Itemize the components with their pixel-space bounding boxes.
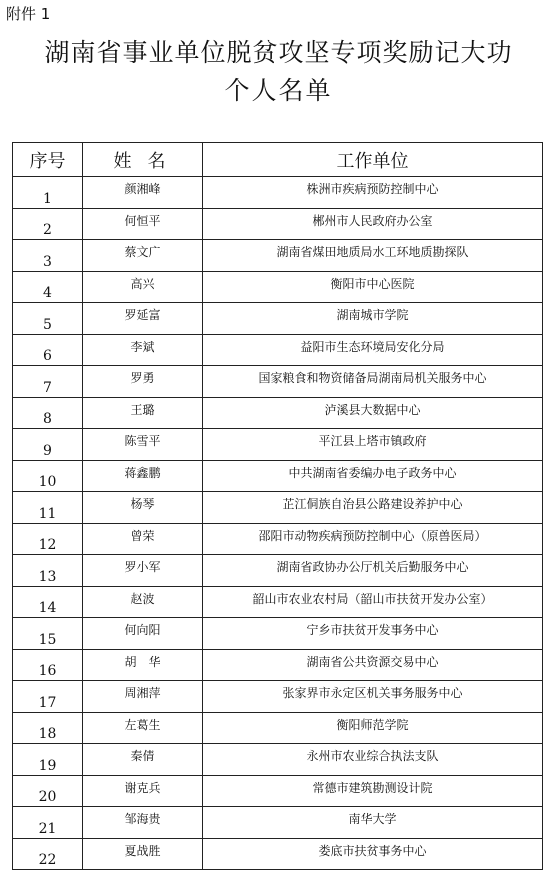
- document-title: 湖南省事业单位脱贫攻坚专项奖励记大功: [44, 38, 513, 67]
- serial-number-cell: 1: [13, 177, 83, 209]
- work-unit-cell: 湖南省政协办公厅机关后勤服务中心: [203, 555, 543, 587]
- serial-number-cell: 17: [13, 681, 83, 713]
- serial-number-cell: 12: [13, 523, 83, 555]
- table-row: [13, 429, 543, 461]
- table-row: [13, 366, 543, 398]
- serial-number-cell: 2: [13, 208, 83, 240]
- serial-number-cell: 13: [13, 555, 83, 587]
- table-row: [13, 775, 543, 807]
- name-cell: 蔡文广: [83, 240, 203, 272]
- work-unit-cell: 永州市农业综合执法支队: [203, 744, 543, 776]
- table-row: [13, 177, 543, 209]
- work-unit-cell: 韶山市农业农村局（韶山市扶贫开发办公室）: [203, 586, 543, 618]
- work-unit-cell: 株洲市疾病预防控制中心: [203, 177, 543, 209]
- name-cell: 胡 华: [83, 649, 203, 681]
- table-row: [13, 681, 543, 713]
- table-row: [13, 807, 543, 839]
- serial-number-cell: 10: [13, 460, 83, 492]
- name-cell: 高兴: [83, 271, 203, 303]
- work-unit-cell: 中共湖南省委编办电子政务中心: [203, 460, 543, 492]
- work-unit-cell: 南华大学: [203, 807, 543, 839]
- serial-number-cell: 19: [13, 744, 83, 776]
- name-cell: 李斌: [83, 334, 203, 366]
- serial-number-cell: 18: [13, 712, 83, 744]
- serial-number-cell: 5: [13, 303, 83, 335]
- header-name: 姓名: [83, 143, 203, 177]
- name-cell: 何向阳: [83, 618, 203, 650]
- table-row: [13, 208, 543, 240]
- table-row: [13, 460, 543, 492]
- serial-number-cell: 21: [13, 807, 83, 839]
- table-row: [13, 492, 543, 524]
- serial-number-cell: 6: [13, 334, 83, 366]
- table-row: [13, 523, 543, 555]
- serial-number-cell: 11: [13, 492, 83, 524]
- name-cell: 周湘萍: [83, 681, 203, 713]
- work-unit-cell: 娄底市扶贫事务中心: [203, 838, 543, 870]
- work-unit-cell: 湖南城市学院: [203, 303, 543, 335]
- serial-number-cell: 16: [13, 649, 83, 681]
- work-unit-cell: 泸溪县大数据中心: [203, 397, 543, 429]
- work-unit-cell: 宁乡市扶贫开发事务中心: [203, 618, 543, 650]
- work-unit-cell: 衡阳市中心医院: [203, 271, 543, 303]
- table-row: [13, 618, 543, 650]
- table-row: [13, 271, 543, 303]
- table-row: [13, 555, 543, 587]
- work-unit-cell: 国家粮食和物资储备局湖南局机关服务中心: [203, 366, 543, 398]
- name-cell: 罗勇: [83, 366, 203, 398]
- table-row: [13, 334, 543, 366]
- serial-number-cell: 15: [13, 618, 83, 650]
- table-row: [13, 838, 543, 870]
- table-row: [13, 397, 543, 429]
- serial-number-cell: 22: [13, 838, 83, 870]
- serial-number-cell: 7: [13, 366, 83, 398]
- work-unit-cell: 衡阳师范学院: [203, 712, 543, 744]
- work-unit-cell: 张家界市永定区机关事务服务中心: [203, 681, 543, 713]
- name-cell: 颜湘峰: [83, 177, 203, 209]
- table-row: [13, 586, 543, 618]
- work-unit-cell: 邵阳市动物疾病预防控制中心（原兽医局）: [203, 523, 543, 555]
- work-unit-cell: 芷江侗族自治县公路建设养护中心: [203, 492, 543, 524]
- table-row: [13, 649, 543, 681]
- work-unit-cell: 益阳市生态环境局安化分局: [203, 334, 543, 366]
- table-header-row: [13, 143, 543, 177]
- name-cell: 谢克兵: [83, 775, 203, 807]
- name-cell: 罗延富: [83, 303, 203, 335]
- name-cell: 邹海贵: [83, 807, 203, 839]
- table-row: [13, 744, 543, 776]
- serial-number-cell: 4: [13, 271, 83, 303]
- serial-number-cell: 3: [13, 240, 83, 272]
- work-unit-cell: 平江县上塔市镇政府: [203, 429, 543, 461]
- table-row: [13, 712, 543, 744]
- name-cell: 蒋鑫鹏: [83, 460, 203, 492]
- work-unit-cell: 常德市建筑勘测设计院: [203, 775, 543, 807]
- name-cell: 曾荣: [83, 523, 203, 555]
- serial-number-cell: 14: [13, 586, 83, 618]
- name-cell: 杨琴: [83, 492, 203, 524]
- header-work-unit: 工作单位: [203, 143, 543, 177]
- table-row: [13, 240, 543, 272]
- name-cell: 夏战胜: [83, 838, 203, 870]
- name-cell: 秦倩: [83, 744, 203, 776]
- attachment-label: 附件 1: [6, 5, 51, 23]
- serial-number-cell: 20: [13, 775, 83, 807]
- name-cell: 赵波: [83, 586, 203, 618]
- name-cell: 罗小军: [83, 555, 203, 587]
- work-unit-cell: 湖南省公共资源交易中心: [203, 649, 543, 681]
- serial-number-cell: 9: [13, 429, 83, 461]
- honoree-table: [12, 142, 543, 870]
- name-cell: 何恒平: [83, 208, 203, 240]
- document-subtitle: 个人名单: [224, 76, 333, 105]
- name-cell: 陈雪平: [83, 429, 203, 461]
- name-cell: 王璐: [83, 397, 203, 429]
- work-unit-cell: 郴州市人民政府办公室: [203, 208, 543, 240]
- work-unit-cell: 湖南省煤田地质局水工环地质勘探队: [203, 240, 543, 272]
- name-cell: 左葛生: [83, 712, 203, 744]
- table-row: [13, 303, 543, 335]
- header-serial-number: 序号: [13, 143, 83, 177]
- serial-number-cell: 8: [13, 397, 83, 429]
